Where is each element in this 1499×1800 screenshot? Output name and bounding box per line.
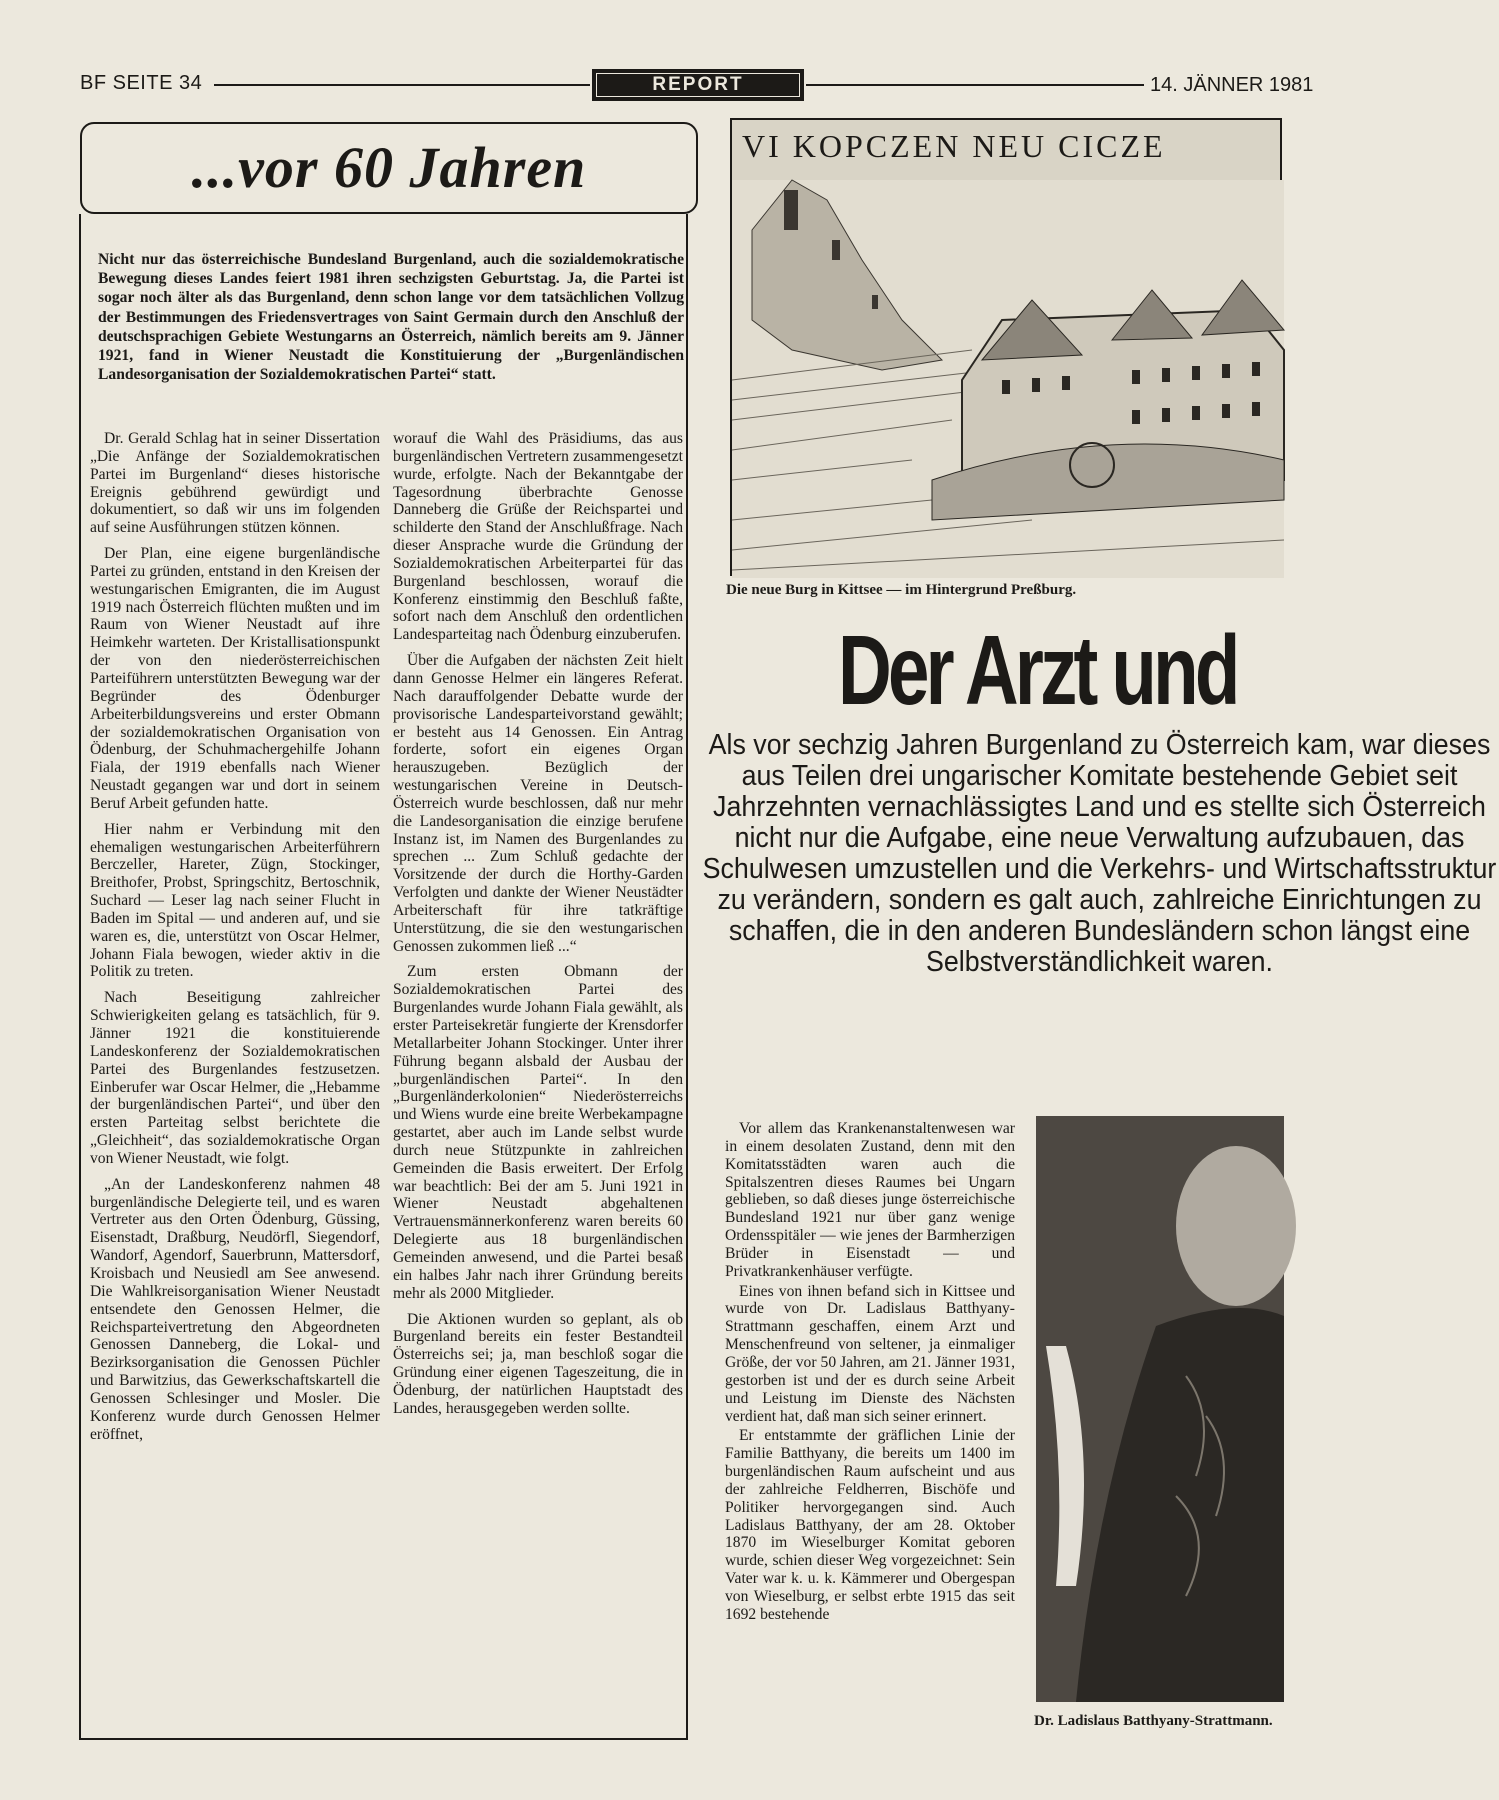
header-rule-right	[806, 84, 1144, 86]
paragraph: Nach Beseitigung zahlreicher Schwierigkeiten gelang es tatsächlich, für 9. Jänner 1921 die konstituierende Landeskonferenz der Sozialdemokratischen Partei des Burgenlandes festzusetzen. Einberufer war Oscar Helmer, die „Hebamme der burgenländischen Partei“, und über den ersten Parteitag selbst berichtete die „Gleichheit“, das sozialdemokratische Organ von Wiener Neustadt, wie folgt.	[90, 989, 380, 1167]
paragraph: Zum ersten Obmann der Sozialdemokratischen Partei des Burgenlandes wurde Johann Fiala gewählt, als erster Parteisekretär fungierte der Krensdorfer Metallarbeiter Johann Stockinger. Unter ihrer Führung begann alsbald der Ausbau der „burgenländischen Partei“. In den „Burgenländerkolonien“ Niederösterreichs und Wiens wurde eine breite Werbekampagne gestartet, aber auch im Lande selbst wurde durch neue Stützpunkte in zahlreichen Gemeinden die Basis erweitert. Der Erfolg war beachtlich: Bei der am 5. Juni 1921 in Wiener Neustadt abgehaltenen Vertrauensmännerkonferenz waren bereits 60 Delegierte aus 18 burgenländischen Gemeinden anwesend, und die Partei besaß ein halbes Jahr nach ihrer Gründung bereits mehr als 2000 Mitglieder.	[393, 963, 683, 1302]
article-column-1	[90, 430, 380, 1451]
paragraph: „An der Landeskonferenz nahmen 48 burgenländische Delegierte teil, und es waren Vertreter aus den Orten Ödenburg, Güssing, Eisenstadt, Draßburg, Neudörfl, Siegendorf, Wandorf, Agendorf, Sauerbrunn, Mattersdorf, Kroisbach und Neusiedl am See anwesend. Die Wahlkreisorganisation Wiener Neustadt entsendete den Genossen Helmer, die Reichsparteivertretung den Abgeordneten Genossen Danneberg, die Lokal- und Bezirksorganisation die Genossen Püchler und Barwitzius, das Gewerkschaftskartell die Genossen Schlesinger und Mosler. Die Konferenz wurde durch Genossen Helmer eröffnet,	[90, 1175, 380, 1443]
article-intro: Nicht nur das österreichische Bundesland Burgenland, auch die sozialdemokratische Bewegung dieses Landes feiert 1981 ihren sechzigsten Geburtstag. Ja, die Partei ist sogar noch älter als das Burgenland, denn schon lange vor dem tatsächlichen Vollzug der Bestimmungen des Friedensvertrages von Saint Germain durch den Anschluß der deutschsprachigen Gebiete Westungarns an Österreich, nämlich bereits am 9. Jänner 1921, fand in Wiener Neustadt die Konstituierung der „Burgenländischen Landesorganisation der Sozialdemokratischen Partei“ statt.	[98, 251, 684, 384]
article-title: ...vor 60 Jahren	[191, 135, 587, 200]
header-rule-left	[214, 84, 590, 86]
feature-column	[725, 1120, 1015, 1626]
castle-engraving-image	[730, 118, 1282, 576]
paragraph: Über die Aufgaben der nächsten Zeit hielt dann Genosse Helmer ein längeres Referat. Nach darauffolgender Debatte wurde der provisorische Landesparteivorstand gewählt; er besteht aus 14 Genossen. Ein Antrag forderte, sofort ein eigenes Organ herauszugeben. Bezüglich der westungarischen Vereine in Deutsch-Österreich wurde beschlossen, daß nur mehr die Landesorganisation die einzige berufene Instanz ist, im Namen des Burgenlandes zu sprechen ... Zum Schluß gedachte der Vorsitzende der durch die Horthy-Garden Verfolgten und dankte der Wiener Neustädter Arbeiterschaft für ihre tatkräftige Unterstützung, die sie den westungarischen Genossen zukommen ließ ...“	[393, 652, 683, 955]
article-title-box	[80, 122, 698, 214]
issue-date: 14. JÄNNER 1981	[1150, 74, 1314, 96]
paragraph: worauf die Wahl des Präsidiums, das aus burgenländischen Vertretern zusammengesetzt wurde, erfolgte. Nach der Bekanntgabe der Tagesordnung überbrachte Genosse Danneberg die Grüße der Reichspartei und schilderte den Stand der Anschlußfrage. Nach dieser Ansprache wurde die Gründung der Sozialdemokratischen Arbeiterpartei für das Burgenland beschlossen, worauf die Konferenz einstimmig den Beschluß faßte, sofort nach dem Anschluß den ordentlichen Landesparteitag nach Ödenburg einzuberufen.	[393, 430, 683, 644]
page-number: BF SEITE 34	[80, 72, 203, 94]
engraving-caption: Die neue Burg in Kittsee — im Hintergrund Preßburg.	[726, 582, 1077, 598]
section-label-box	[592, 69, 804, 101]
paragraph: Vor allem das Krankenanstaltenwesen war in einem desolaten Zustand, denn mit den Komitatsstädten waren auch die Spitalszentren dieses Raumes bei Ungarn geblieben, so daß dieses junge österreichische Bundesland 1921 nur über ganz wenige Ordensspitäler — wie jenes der Barmherzigen Brüder in Eisenstadt — und Privatkrankenhäuser verfügte.	[725, 1120, 1015, 1280]
portrait-caption: Dr. Ladislaus Batthyany-Strattmann.	[1034, 1713, 1273, 1729]
article-column-2	[393, 430, 683, 1426]
section-label: REPORT	[597, 74, 799, 96]
paragraph: Der Plan, eine eigene burgenländische Partei zu gründen, entstand in den Kreisen der westungarischen Emigranten, die im August 1919 nach Österreich flüchten mußten und im Raum von Wiener Neustadt auf ihre Heimkehr warteten. Der Kristallisationspunkt der von den niederösterreichischen Parteiführern unterstützten Bewegung war der Begründer des Ödenburger Arbeiterbildungsvereins und erster Obmann der sozialdemokratischen Organisation von Ödenburg, der Schuhmachergehilfe Johann Fiala, der 1919 ebenfalls nach Wiener Neustadt gegangen war und dort in seinem Beruf Arbeit gefunden hatte.	[90, 545, 380, 812]
paragraph: Hier nahm er Verbindung mit den ehemaligen westungarischen Arbeiterführern Berczeller, Hareter, Zügn, Stockinger, Breithofer, Probst, Springschitz, Bertoschnik, Suchard — Leser lag nach seiner Flucht in Baden im Spital — und anderen auf, und sie waren es, die, unterstützt von Oscar Helmer, Johann Fiala bewogen, wieder aktiv in die Politik zu treten.	[90, 820, 380, 981]
paragraph: Eines von ihnen befand sich in Kittsee und wurde von Dr. Ladislaus Batthyany-Strattmann geschaffen, einem Arzt und Menschenfreund von seltener, ja einmaliger Größe, der vor 50 Jahren, am 21. Jänner 1931, gestorben ist und der es durch seine Arbeit und Leistung im Dienste des Nächsten verdient hat, daß man sich seiner erinnert.	[725, 1282, 1015, 1425]
paragraph: Er entstammte der gräflichen Linie der Familie Batthyany, die bereits um 1400 im burgenländischen Raum aufscheint und aus der zahlreiche Feldherren, Bischöfe und Politiker hervorgegangen sind. Auch Ladislaus Batthyany, der am 28. Oktober 1870 im Wieselburger Komitat geboren wurde, schien dieser Weg vorgezeichnet: Sein Vater war k. u. k. Kämmerer und Obergespan von Wieselburg, er selbst erbte 1915 das seit 1692 bestehende	[725, 1427, 1015, 1623]
portrait-drawing	[1036, 1116, 1284, 1702]
feature-subhead-wrap	[702, 725, 1497, 1111]
portrait-photo	[1036, 1116, 1284, 1702]
engraving-drawing	[732, 120, 1284, 578]
engraving-label: VI KOPCZEN NEU CICZE	[742, 128, 1166, 164]
paragraph: Dr. Gerald Schlag hat in seiner Dissertation „Die Anfänge der Sozialdemokratischen Partei im Burgenland“ dieses historische Ereignis gebührend gewürdigt und dokumentiert, so daß wir uns im folgenden auf seine Ausführungen stützen können.	[90, 430, 380, 537]
feature-headline: Der Arzt und	[838, 615, 1237, 725]
feature-subhead: Als vor sechzig Jahren Burgenland zu Österreich kam, war dieses aus Teilen drei ungarischer Komitate bestehende Gebiet seit Jahrzehnten vernachlässigtes Land und es stellte sich Österreich nicht nur die Aufgabe, eine neue Verwaltung aufzubauen, das Schulwesen umzustellen und die Verkehrs- und Wirtschaftsstruktur zu verändern, sondern es galt auch, zahlreiche Einrichtungen zu schaffen, die in den anderen Bundesländern schon längst eine Selbstverständlichkeit waren.	[702, 729, 1497, 978]
paragraph: Die Aktionen wurden so geplant, als ob Burgenland bereits ein fester Bestandteil Österreichs sei; ja, man beschloß sogar die Gründung einer eigenen Tageszeitung, die in Ödenburg, der natürlichen Hauptstadt des Landes, herausgegeben werden sollte.	[393, 1310, 683, 1417]
